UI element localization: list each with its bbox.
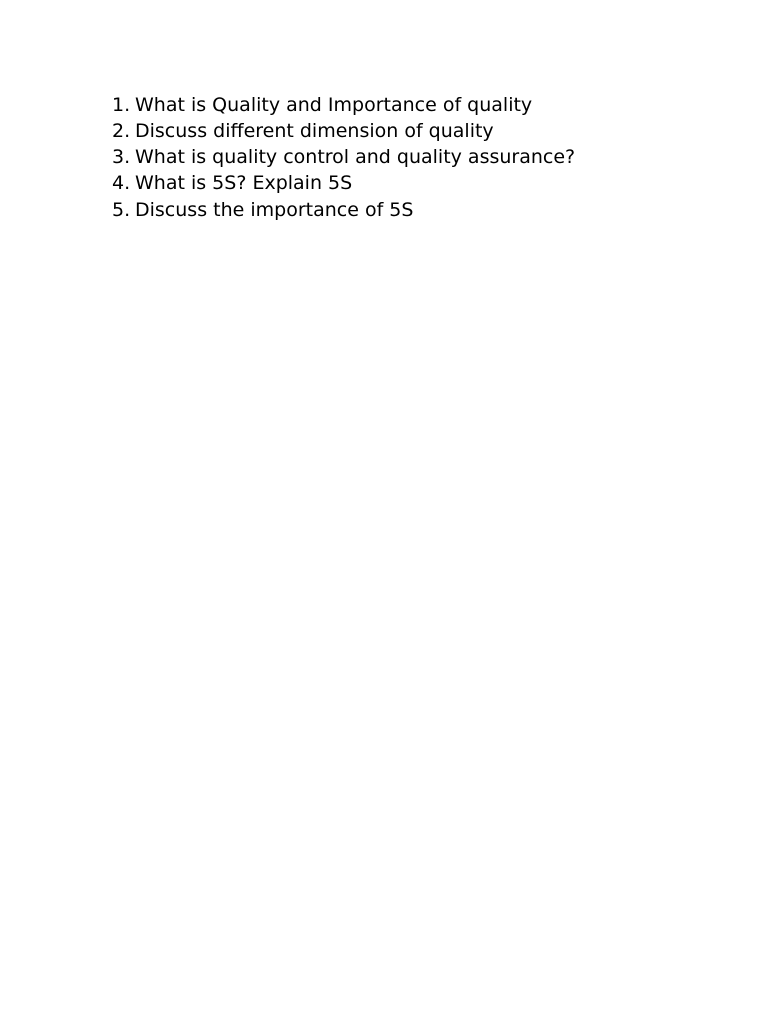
question-text: What is Quality and Importance of quality xyxy=(135,94,533,116)
question-number: 1. xyxy=(112,94,131,116)
question-item-2 xyxy=(112,118,575,144)
question-item-1 xyxy=(112,92,575,118)
question-item-4 xyxy=(112,170,575,196)
question-number: 4. xyxy=(112,172,131,194)
question-text: Discuss the importance of 5S xyxy=(135,199,414,221)
question-item-5 xyxy=(112,197,575,223)
question-item-3 xyxy=(112,144,575,170)
question-text: What is quality control and quality assurance? xyxy=(135,146,576,168)
question-number: 2. xyxy=(112,120,131,142)
question-list xyxy=(112,92,575,223)
question-number: 3. xyxy=(112,146,131,168)
question-text: Discuss different dimension of quality xyxy=(135,120,494,142)
question-number: 5. xyxy=(112,199,131,221)
question-text: What is 5S? Explain 5S xyxy=(135,172,353,194)
